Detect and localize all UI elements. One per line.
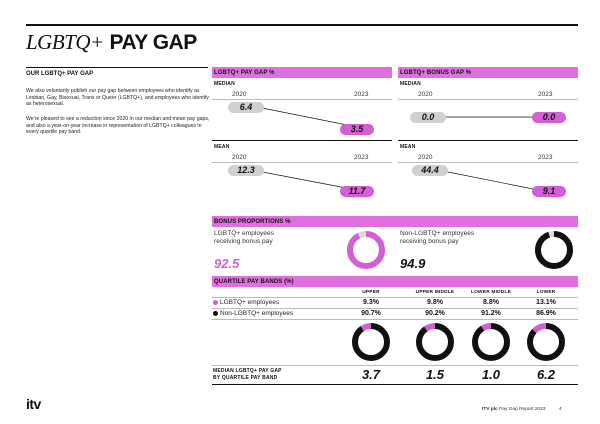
pay-gap-median-year-2020: 2020 xyxy=(232,91,247,98)
quartile-bottom-rule xyxy=(212,384,578,385)
non-lgbtq-bonus-value: 94.9 xyxy=(400,256,426,271)
non-lgbtq-legend-dot xyxy=(213,311,218,316)
lgbtq-legend-label: LGBTQ+ employees xyxy=(220,299,280,306)
page-title-bold: PAY GAP xyxy=(109,31,197,54)
pay-gap-mean-rule xyxy=(212,140,392,141)
pay-gap-median-year-2023: 2023 xyxy=(354,91,369,98)
bonus-gap-mean-2023-value: 9.1 xyxy=(532,186,566,197)
median-gap-upper: 3.7 xyxy=(361,367,381,382)
bonus-gap-median-2023-value: 0.0 xyxy=(532,112,566,123)
non-lgbtq-legend xyxy=(213,310,293,317)
non-lgbtq-bonus-label-line2: receiving bonus pay xyxy=(400,238,459,245)
quartile-heading: QUARTILE PAY BANDS (%) xyxy=(212,276,578,287)
non-lgbtq-lower-pct: 86.9% xyxy=(536,310,556,317)
median-gap-upper-middle: 1.5 xyxy=(425,367,445,382)
reduction-paragraph: We're pleased to see a reduction since 2020 in our median and mean pay gaps, and also a year-on-year increase in representation of LGBTQ+ colleagues in every quartile pay band. xyxy=(26,116,210,136)
quartile-donut-0-non-lgbtq-arc xyxy=(355,326,387,358)
lgbtq-lower-middle-pct: 8.8% xyxy=(483,299,499,306)
quartile-donuts xyxy=(212,320,578,366)
bonus-gap-mean-2020-value: 44.4 xyxy=(412,165,448,176)
bonus-proportion-donuts xyxy=(212,228,578,274)
pay-gap-median-label: MEDIAN xyxy=(214,81,235,87)
pay-gap-mean-year-2023: 2023 xyxy=(354,154,369,161)
lgbtq-legend xyxy=(213,299,279,306)
bonus-gap-mean-year-2020: 2020 xyxy=(418,154,433,161)
pay-gap-median-2020-value: 6.4 xyxy=(228,102,264,113)
quartile-col-lower-middle: LOWER MIDDLE xyxy=(471,290,511,295)
bonus-gap-median-year-2023: 2023 xyxy=(538,91,553,98)
non-lgbtq-upper-middle-pct: 90.2% xyxy=(425,310,445,317)
median-gap-label-line1: MEDIAN LGBTQ+ PAY GAP xyxy=(213,368,282,374)
quartile-col-upper-middle: UPPER MIDDLE xyxy=(415,290,455,295)
quartile-donut-divider xyxy=(212,365,578,366)
lgbtq-legend-dot xyxy=(213,300,218,305)
bonus-gap-mean-rule xyxy=(398,140,578,141)
non-lgbtq-bonus-label-line1: Non-LGBTQ+ employees xyxy=(400,230,475,237)
page-title-italic: LGBTQ+ xyxy=(26,30,104,54)
quartile-donut-1-non-lgbtq-arc xyxy=(419,326,451,358)
page-title xyxy=(26,30,197,55)
lgbtq-bonus-label-line1: LGBTQ+ employees xyxy=(214,230,274,237)
bonus-gap-mean-label: MEAN xyxy=(400,144,416,150)
quartile-donut-1 xyxy=(419,326,451,358)
quartile-col-lower: LOWER xyxy=(536,290,556,295)
intro-paragraph: We also voluntarily publish our pay gap between employees who identify as Lesbian, Gay, Bisexual, Trans or Queer (LGBTQ+), and employees who identify as heterosexual. xyxy=(26,88,209,108)
top-rule xyxy=(26,24,578,26)
lgbtq-bonus-value: 92.5 xyxy=(214,256,240,271)
quartile-header-divider xyxy=(212,297,578,298)
non-lgbtq-lower-middle-pct: 91.2% xyxy=(481,310,501,317)
non-lgbtq-bonus-donut-arc xyxy=(538,234,570,266)
median-gap-lower: 6.2 xyxy=(536,367,556,382)
quartile-donut-3 xyxy=(530,326,562,358)
footer-page: 4 xyxy=(558,407,562,412)
lgbtq-lower-pct: 13.1% xyxy=(536,299,556,306)
median-gap-label-line2: BY QUARTILE PAY BAND xyxy=(213,375,278,381)
bonus-gap-median-label: MEDIAN xyxy=(400,81,421,87)
pay-gap-median-2023-value: 3.5 xyxy=(340,124,374,135)
non-lgbtq-legend-label: Non-LGBTQ+ employees xyxy=(220,310,294,317)
lgbtq-bonus-label-line2: receiving bonus pay xyxy=(214,238,273,245)
footer-caption xyxy=(482,407,562,412)
left-section-heading: OUR LGBTQ+ PAY GAP xyxy=(26,67,208,78)
bonus-gap-median-divider xyxy=(398,99,578,100)
bonus-gap-median-year-2020: 2020 xyxy=(418,91,433,98)
quartile-col-upper: UPPER xyxy=(362,290,380,295)
bonus-gap-median-2020-value: 0.0 xyxy=(410,112,446,123)
median-gap-label xyxy=(213,368,282,382)
bonus-gap-heading: LGBTQ+ BONUS GAP % xyxy=(398,67,578,78)
quartile-donut-0 xyxy=(355,326,387,358)
footer-brand: ITV plc xyxy=(482,407,498,412)
lgbtq-upper-pct: 9.3% xyxy=(363,299,379,306)
quartile-donut-2 xyxy=(475,326,507,358)
pay-gap-heading: LGBTQ+ PAY GAP % xyxy=(212,67,392,78)
bonus-proportions-heading: BONUS PROPORTIONS % xyxy=(212,216,578,227)
quartile-row-divider xyxy=(212,308,578,309)
pay-gap-mean-2020-value: 12.3 xyxy=(228,165,264,176)
pay-gap-mean-label: MEAN xyxy=(214,144,230,150)
footer-report: Pay Gap Report 2023 xyxy=(499,407,546,412)
non-lgbtq-upper-pct: 90.7% xyxy=(361,310,381,317)
quartile-donut-2-non-lgbtq-arc xyxy=(475,326,507,358)
lgbtq-bonus-donut-arc xyxy=(350,234,382,266)
bonus-gap-mean-year-2023: 2023 xyxy=(538,154,553,161)
pay-gap-mean-year-2020: 2020 xyxy=(232,154,247,161)
lgbtq-bonus-donut xyxy=(350,234,382,266)
non-lgbtq-bonus-donut xyxy=(538,234,570,266)
median-gap-lower-middle: 1.0 xyxy=(481,367,501,382)
itv-logo: itv xyxy=(26,396,41,412)
pay-gap-mean-2023-value: 11.7 xyxy=(340,186,374,197)
lgbtq-upper-middle-pct: 9.8% xyxy=(427,299,443,306)
